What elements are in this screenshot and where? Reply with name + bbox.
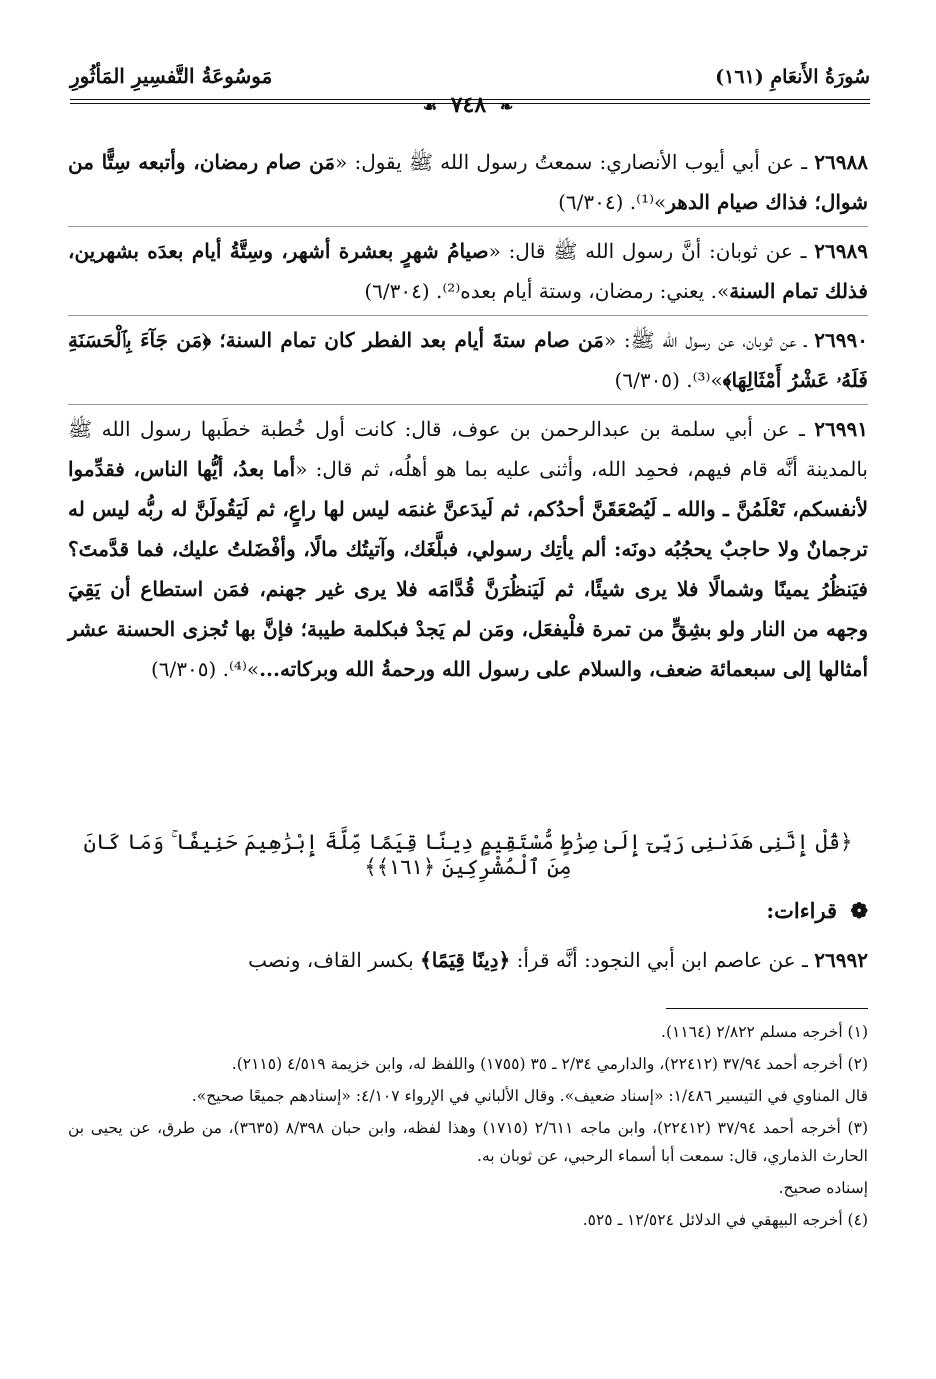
narration-tail: »⁽¹⁾. (٦/٣٠٤) bbox=[558, 190, 667, 214]
narration-intro: ـ عن أبي أيوب الأنصاري: سمعتُ رسول الله ﷺ يقول: « bbox=[335, 150, 808, 174]
footnotes bbox=[68, 1018, 868, 1238]
footnote: (٤) أخرجه البيهقي في الدلائل ١٢/٥٢٤ ـ ٥٢٥. bbox=[582, 1211, 868, 1229]
hadith-text: صيامُ شهرٍ بعشرة أشهر، وسِتَّةُ أيام بعدَه بشهرين، فذلك تمام السنة bbox=[68, 239, 868, 303]
hadith-text: أما بعدُ، أيُّها الناس، فقدِّموا لأنفسكم، تَعْلَمُنَّ ـ والله ـ لَيُصْعَقَنَّ أحدُكم، ثم لَيدَعنَّ غنمَه ليس لها راعٍ، ثم لَيَقُولَنَّ له ربُّه ليس له ترجمانٌ ولا حاجبٌ يحجُبُه دونَه: ألم يأتِك رسولي، فبلَّغَك، وآتيتُك مالًا، وأفْضَلتُ عليك، فما قدَّمتَ؟ فيَنظُرُ يمينًا وشمالًا فلا يرى شيئًا، ثم لَيَنظُرَنَّ قُدَّامَه فلا يرى غير جهنم، فمَن استطاع أن يَقِيَ وجهه من النار ولو بشِقٍّ من تمرة فلْيفعَل، ومَن لم يَجدْ فبكلمة طيبة؛ فإنَّ بها تُجزى الحسنة عشر أمثالها إلى سبعمائة ضعف، والسلام على رسول الله ورحمةُ الله وبركاته... bbox=[68, 457, 868, 681]
hadith-number: ٢٦٩٩٠ bbox=[814, 328, 869, 352]
hadith-paragraph bbox=[68, 409, 868, 689]
narration-intro: ـ عن أبي سلمة بن عبدالرحمن بن عوف، قال: كانت أول خُطبة خطَبها رسول الله ﷺ بالمدينة أنَّه قام فيهم، فحمِد الله، وأثنى عليه بما هو أهلُه، ثم قال: « bbox=[68, 417, 868, 481]
footnote: (٢) أخرجه أحمد ٣٧/٩٤ (٢٢٤١٢)، والدارمي ٢/٣٤ ـ ٣٥ (١٧٥٥) واللفظ له، وابن خزيمة ٤/٥١٩ (٢١١٥). bbox=[231, 1055, 868, 1073]
narration-tail: »⁽⁴⁾. (٦/٣٠٥) bbox=[150, 657, 260, 681]
main-text-continued bbox=[68, 940, 868, 984]
hadith-text: مَن صام رمضان، وأتبعه سِتًّا من شوال؛ فذاك صيام الدهر bbox=[68, 150, 868, 214]
footnote: (٣) أخرجه أحمد ٣٧/٩٤ (٢٢٤١٢)، وابن ماجه ٢/٦١١ (١٧١٥) وهذا لفظه، وابن حبان ٨/٣٩٨ (٣٦٣٥)، من طرق، عن يحيى بن الحارث الذماري، قال: سمعت أبا أسماء الرحبي، عن ثوبان به. bbox=[68, 1119, 868, 1165]
quran-verse: ﴿قُلْ إِنَّنِى هَدَىٰنِى رَبِّىٓ إِلَىٰ صِرَٰطٍ مُّسْتَقِيمٍ دِينًا قِيَمًا مِّلَّةَ إِبْرَٰهِيمَ حَنِيفًا ۚ وَمَا كَانَ مِنَ ٱلْمُشْرِكِينَ ﴿١٦١﴾﴾ bbox=[83, 830, 853, 879]
paragraph-divider bbox=[68, 226, 868, 227]
page-number bbox=[0, 92, 936, 118]
hadith-text: مَن صام ستةَ أيام بعد الفطر كان تمام السنة؛ ﴿مَن جَآءَ بِٱلْحَسَنَةِ فَلَهُۥ عَشْرُ أَمْثَالِهَا﴾ bbox=[68, 328, 868, 392]
hadith-number: ٢٦٩٩٢ bbox=[814, 948, 868, 972]
reading-text: ﴿دِينًا قِيَمًا﴾ bbox=[420, 948, 511, 972]
narration-intro: ـ عن ثوبان، عن رسول الله ﷺ: « bbox=[603, 328, 807, 352]
narration-intro: ـ عن ثوبان: أنَّ رسول الله ﷺ قال: « bbox=[488, 239, 807, 263]
narration-tail: »⁽³⁾. (٦/٣٠٥) bbox=[614, 368, 723, 392]
paragraph-divider bbox=[68, 404, 868, 405]
footnote-rule bbox=[666, 1008, 868, 1009]
hadith-number: ٢٦٩٨٨ bbox=[814, 150, 868, 174]
ornament-icon: ☙ bbox=[422, 97, 438, 116]
narration-intro: ـ عن عاصم ابن أبي النجود: أنَّه قرأ: bbox=[510, 948, 808, 972]
hadith-paragraph bbox=[68, 142, 868, 222]
surah-title: سُورَةُ الأَنعَامِ (١٦١) bbox=[715, 66, 870, 88]
hadith-paragraph bbox=[68, 231, 868, 311]
narration-tail: بكسر القاف، ونصب bbox=[248, 948, 420, 972]
book-title: مَوسُوعَةُ التَّفسِيرِ المَأثُورِ bbox=[70, 64, 273, 88]
hadith-number: ٢٦٩٩١ bbox=[814, 417, 868, 441]
narration-tail: ». يعني: رمضان، وستة أيام بعده⁽²⁾. (٦/٣٠٤) bbox=[364, 279, 730, 303]
footnote: قال المناوي في التيسير ١/٤٨٦: «إسناد ضعيف». وقال الألباني في الإرواء ٤/١٠٧: «إسنادهم جميعًا صحيح». bbox=[191, 1087, 868, 1105]
paragraph-divider bbox=[68, 315, 868, 316]
section-title: قراءات: bbox=[766, 898, 838, 923]
hadith-number: ٢٦٩٨٩ bbox=[814, 239, 868, 263]
section-heading bbox=[766, 898, 868, 923]
hadith-paragraph bbox=[68, 940, 868, 980]
running-header bbox=[70, 52, 870, 96]
page-number-value: ٧٤٨ bbox=[450, 92, 487, 118]
footnote: (١) أخرجه مسلم ٢/٨٢٢ (١١٦٤). bbox=[661, 1023, 868, 1041]
footnote: إسناده صحيح. bbox=[778, 1179, 868, 1197]
ornament-icon: ❧ bbox=[499, 97, 514, 116]
flower-icon: ❁ bbox=[850, 898, 868, 923]
main-text bbox=[68, 142, 868, 693]
hadith-paragraph bbox=[68, 320, 868, 400]
